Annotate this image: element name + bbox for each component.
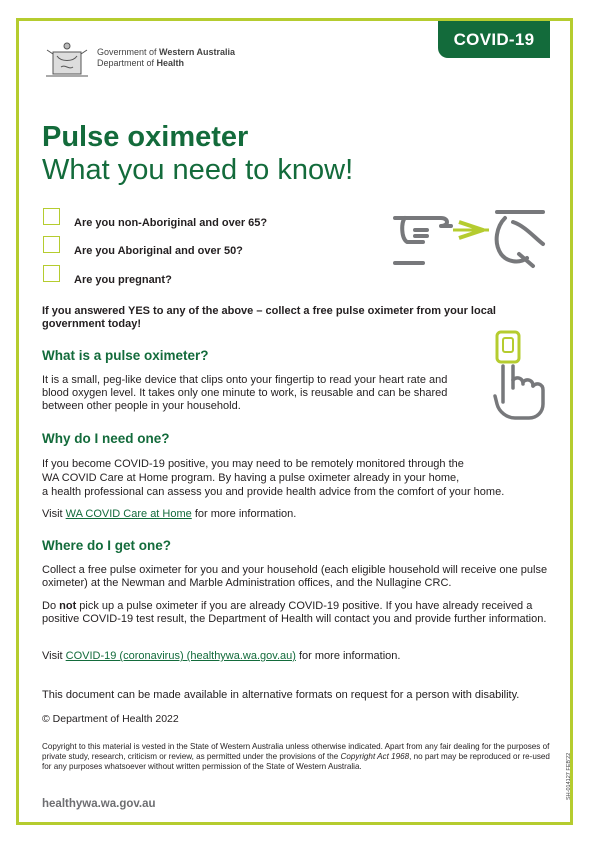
page-title: Pulse oximeter [42, 121, 249, 153]
finger-oximeter-icon [493, 330, 549, 422]
document-code: SH-014127 FEB'22 [566, 752, 572, 800]
pointing-hands-icon [393, 208, 553, 270]
section-body-where: Collect a free pulse oximeter for you and your household (each eligible household will receive one pulse oximeter) at the Newman and Marble Administration offices, and the Nullagine CRC. [42, 564, 548, 589]
page-subtitle: What you need to know! [42, 154, 354, 186]
visit-healthywa-line: Visit COVID-19 (coronavirus) (healthywa.wa.gov.au) for more information. [42, 650, 401, 662]
section-body-why-line: WA COVID Care at Home program. By having a pulse oximeter already in your home, [42, 472, 460, 484]
checklist-checkbox[interactable] [43, 208, 60, 225]
section-heading-where: Where do I get one? [42, 538, 172, 553]
government-name: Government of Western Australia [97, 47, 236, 57]
section-heading-why: Why do I need one? [42, 431, 170, 446]
section-body-why-line: If you become COVID-19 positive, you may need to be remotely monitored through the [42, 458, 464, 470]
healthywa-covid-link[interactable]: COVID-19 (coronavirus) (healthywa.wa.gov.au) [65, 650, 296, 662]
website-url[interactable]: healthywa.wa.gov.au [42, 798, 156, 810]
section-warning-where: Do not pick up a pulse oximeter if you are already COVID-19 positive. If you have already received a positive COVID-19 test result, the Department of Health will contact you and provide further information. [42, 600, 547, 625]
section-heading-what: What is a pulse oximeter? [42, 348, 209, 363]
checklist-question: Are you Aboriginal and over 50? [74, 245, 243, 257]
checklist-checkbox[interactable] [43, 265, 60, 282]
copyright-line: © Department of Health 2022 [42, 713, 179, 725]
wa-crest-logo [43, 40, 91, 80]
section-body-why-line: a health professional can assess you and provide health advice from the comfort of your home. [42, 486, 505, 498]
checklist-question: Are you pregnant? [74, 274, 172, 286]
covid-badge: COVID-19 [438, 21, 550, 58]
eligibility-notice: If you answered YES to any of the above – collect a free pulse oximeter from your local government today! [42, 305, 496, 330]
department-name: Department of Health [97, 58, 185, 68]
wa-covid-care-link[interactable]: WA COVID Care at Home [65, 508, 192, 520]
section-body-what: It is a small, peg-like device that clips onto your fingertip to read your heart rate and blood oxygen level. It takes only one minute to work, is reusable and can be shared between other people in your household. [42, 374, 448, 412]
checklist-question: Are you non-Aboriginal and over 65? [74, 217, 268, 229]
checklist-checkbox[interactable] [43, 236, 60, 253]
copyright-legal-text: Copyright to this material is vested in the State of Western Australia unless otherwise indicated. Apart from any fair dealing for the purposes of private study, research, criticism or review, as permitted under the provisions of the Copyright Act 1968, no part may be reproduced or re-used for any purposes whatsoever without written permission of the State of Western Australia. [42, 742, 550, 771]
visit-covid-care-line: Visit WA COVID Care at Home for more information. [42, 508, 297, 520]
alt-formats-notice: This document can be made available in alternative formats on request for a person with disability. [42, 689, 520, 701]
